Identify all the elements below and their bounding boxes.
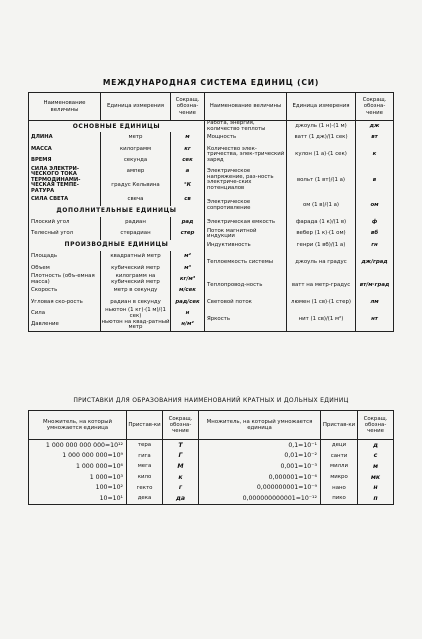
quantity-name-right: Световой поток bbox=[205, 297, 287, 308]
prefix-abbr-right: п bbox=[358, 493, 394, 504]
unit-abbr-right: дж bbox=[356, 121, 394, 133]
quantity-name: Площадь bbox=[29, 251, 101, 262]
unit-name: кубический метр bbox=[101, 263, 171, 274]
prefix-abbr-right: н bbox=[358, 482, 394, 493]
unit-name-right: нит (1 св)/(1 м²) bbox=[287, 308, 356, 331]
unit-name-right: ватт (1 дж)/(1 сек) bbox=[287, 132, 356, 143]
prefix-body bbox=[29, 440, 394, 505]
prefix-row bbox=[29, 482, 394, 493]
header-multiplier-right: Множитель, на который умножается единица bbox=[199, 411, 321, 440]
header-prefix-abbr-right: Сокращ. обозна-чение bbox=[358, 411, 394, 440]
units-row bbox=[29, 167, 394, 178]
quantity-name: СИЛА ЭЛЕКТРИ-ЧЕСКОГО ТОКА bbox=[29, 167, 101, 178]
unit-name-right: фарада (1 к)/(1 в) bbox=[287, 217, 356, 228]
quantity-name: Давление bbox=[29, 320, 101, 332]
header-multiplier: Множитель, на который умножается единица bbox=[29, 411, 127, 440]
units-row bbox=[29, 228, 394, 239]
quantity-name: Скорость bbox=[29, 285, 101, 296]
quantity-name-right: Работа, энергия, количество теплоты bbox=[205, 121, 287, 133]
unit-name: ньютон на квад-ратный метр bbox=[101, 318, 170, 331]
prefix-abbr: г bbox=[163, 482, 199, 493]
unit-abbr-right: вт/м·град bbox=[356, 274, 394, 297]
multiplier: 1 000 000 000 000=10¹² bbox=[29, 440, 127, 451]
prefix-abbr-right: д bbox=[358, 440, 394, 451]
prefix-abbr-right: мк bbox=[358, 472, 394, 483]
unit-name-right: джоуль (1 н)·(1 м) bbox=[287, 121, 356, 133]
quantity-name-right: Индуктивность bbox=[205, 240, 287, 251]
unit-name: килограмм bbox=[101, 144, 171, 155]
header-quantity: Наименование величины bbox=[29, 93, 101, 121]
quantity-name-right: Электрическая емкость bbox=[205, 217, 287, 228]
multiplier-right: 0,000000000001=10⁻¹² bbox=[199, 493, 321, 504]
quantity-name-right: Поток магнитной индукции bbox=[205, 228, 287, 239]
unit-name-right: люмен (1 св)·(1 стер) bbox=[287, 297, 356, 308]
prefix-name-right: санти bbox=[321, 451, 358, 462]
units-row bbox=[29, 217, 394, 228]
quantity-name-right: Теплоемкость системы bbox=[205, 251, 287, 274]
unit-name: стерадиан bbox=[101, 228, 171, 239]
header-prefix: Пристав-ки bbox=[127, 411, 163, 440]
unit-abbr-right: гн bbox=[356, 240, 394, 251]
unit-abbr-right: вт bbox=[356, 132, 394, 143]
section-header: ДОПОЛНИТЕЛЬНЫЕ ЕДИНИЦЫ bbox=[29, 206, 205, 217]
prefixes-title: ПРИСТАВКИ ДЛЯ ОБРАЗОВАНИЯ НАИМЕНОВАНИЙ КРАТНЫХ И ДОЛЬНЫХ ЕДИНИЦ bbox=[73, 397, 349, 404]
unit-abbr: кг bbox=[171, 144, 205, 155]
prefix-name-right: микро bbox=[321, 472, 358, 483]
unit-abbr-right: в bbox=[356, 167, 394, 195]
header-prefix-abbr: Сокращ. обозна-чение bbox=[163, 411, 199, 440]
units-header-row bbox=[29, 93, 394, 121]
prefix-table bbox=[28, 410, 394, 505]
unit-abbr-right: ом bbox=[356, 194, 394, 217]
header-unit: Единица измерения bbox=[101, 93, 171, 121]
quantity-name: Объем bbox=[29, 263, 101, 274]
prefix-name: гекто bbox=[127, 482, 163, 493]
prefix-name-right: милли bbox=[321, 461, 358, 472]
quantity-name-right: Яркость bbox=[205, 308, 287, 331]
quantity-name-right: Мощность bbox=[205, 132, 287, 143]
page-title: МЕЖДУНАРОДНАЯ СИСТЕМА ЕДИНИЦ (СИ) bbox=[102, 78, 320, 87]
prefix-abbr: Г bbox=[163, 451, 199, 462]
prefix-abbr-right: с bbox=[358, 451, 394, 462]
quantity-name: Сила bbox=[29, 308, 101, 319]
multiplier: 100=10² bbox=[29, 482, 127, 493]
prefix-row bbox=[29, 493, 394, 504]
header-unit-right: Единица измерения bbox=[287, 93, 356, 121]
units-row bbox=[29, 274, 394, 285]
quantity-name: Плотность (объ-емная масса) bbox=[29, 274, 101, 285]
prefix-abbr-right: м bbox=[358, 461, 394, 472]
unit-abbr: м bbox=[171, 132, 205, 143]
unit-abbr: кг/м³ bbox=[171, 274, 205, 285]
unit-abbr-right: лм bbox=[356, 297, 394, 308]
prefix-name: мега bbox=[127, 461, 163, 472]
prefix-name: кило bbox=[127, 472, 163, 483]
unit-abbr-right: вб bbox=[356, 228, 394, 239]
multiplier-right: 0,1=10⁻¹ bbox=[199, 440, 321, 451]
unit-abbr: м³ bbox=[171, 263, 205, 274]
unit-abbr: рад/сек bbox=[171, 297, 205, 308]
quantity-name: ДЛИНА bbox=[29, 132, 101, 143]
prefix-abbr: М bbox=[163, 461, 199, 472]
si-units-table bbox=[28, 92, 394, 332]
unit-name: килограмм на кубический метр bbox=[101, 274, 171, 285]
multiplier: 10=10¹ bbox=[29, 493, 127, 504]
unit-abbr: рад bbox=[171, 217, 205, 228]
quantity-name-right: Количество элек-тричества, элек-трический заряд bbox=[205, 144, 287, 167]
quantity-name: Плоский угол bbox=[29, 217, 101, 228]
header-quantity-right: Наименование величины bbox=[205, 93, 287, 121]
unit-abbr: н/м² bbox=[171, 320, 205, 332]
unit-name: ньютон (1 кг)·(1 м)/(1 сек) bbox=[101, 308, 171, 319]
multiplier-right: 0,000001=10⁻⁶ bbox=[199, 472, 321, 483]
prefix-abbr: да bbox=[163, 493, 199, 504]
quantity-name-right: Электрическое сопротивление bbox=[205, 194, 287, 217]
units-row bbox=[29, 194, 394, 205]
unit-name-right: вольт (1 вт)/(1 а) bbox=[287, 167, 356, 195]
header-abbr: Сокращ. обозна-чение bbox=[171, 93, 205, 121]
unit-name-right: вебер (1 к)·(1 ом) bbox=[287, 228, 356, 239]
units-row bbox=[29, 132, 394, 143]
unit-abbr: сек bbox=[171, 155, 205, 166]
quantity-name: Телесный угол bbox=[29, 228, 101, 239]
units-row bbox=[29, 251, 394, 262]
multiplier-right: 0,01=10⁻² bbox=[199, 451, 321, 462]
multiplier: 1 000=10³ bbox=[29, 472, 127, 483]
prefix-row bbox=[29, 451, 394, 462]
unit-abbr: н bbox=[171, 308, 205, 319]
unit-name: радиан bbox=[101, 217, 171, 228]
multiplier-right: 0,001=10⁻³ bbox=[199, 461, 321, 472]
unit-name: радиан в секунду bbox=[101, 297, 171, 308]
unit-abbr: °К bbox=[171, 178, 205, 194]
prefix-name-right: деци bbox=[321, 440, 358, 451]
prefix-name-right: пико bbox=[321, 493, 358, 504]
unit-name-right: джоуль на градус bbox=[287, 251, 356, 274]
unit-name: градус Кельвина bbox=[101, 178, 171, 194]
prefix-header-row bbox=[29, 411, 394, 440]
quantity-name-right: Электрическое напряжение, раз-ность электриче-ских потенциалов bbox=[205, 167, 287, 195]
unit-abbr: стер bbox=[171, 228, 205, 239]
prefix-name: тера bbox=[127, 440, 163, 451]
quantity-name: Угловая ско-рость bbox=[29, 297, 101, 308]
unit-name: ампер bbox=[101, 167, 171, 178]
unit-name: свеча bbox=[101, 194, 171, 205]
unit-abbr-right: к bbox=[356, 144, 394, 167]
units-row bbox=[29, 240, 394, 251]
header-abbr-right: Сокращ. обозна-чение bbox=[356, 93, 394, 121]
multiplier: 1 000 000 000=10⁹ bbox=[29, 451, 127, 462]
prefix-row bbox=[29, 440, 394, 451]
prefix-name-right: нано bbox=[321, 482, 358, 493]
unit-abbr: м/сек bbox=[171, 285, 205, 296]
units-body bbox=[29, 121, 394, 332]
section-header: ПРОИЗВОДНЫЕ ЕДИНИЦЫ bbox=[29, 240, 205, 251]
multiplier-right: 0,000000001=10⁻⁹ bbox=[199, 482, 321, 493]
quantity-name: СИЛА СВЕТА bbox=[29, 194, 101, 205]
unit-name-right: ватт на метр-градус bbox=[287, 274, 356, 297]
prefix-abbr: к bbox=[163, 472, 199, 483]
prefix-abbr: Т bbox=[163, 440, 199, 451]
unit-abbr-right: ф bbox=[356, 217, 394, 228]
units-row bbox=[29, 121, 394, 133]
quantity-name: ТЕРМОДИНАМИ-ЧЕСКАЯ ТЕМПЕ-РАТУРА bbox=[29, 178, 101, 194]
prefix-name: дека bbox=[127, 493, 163, 504]
unit-abbr: а bbox=[171, 167, 205, 178]
unit-name: секунда bbox=[101, 155, 171, 166]
units-row bbox=[29, 308, 394, 319]
units-row bbox=[29, 297, 394, 308]
units-row bbox=[29, 144, 394, 155]
prefix-row bbox=[29, 461, 394, 472]
quantity-name: МАССА bbox=[29, 144, 101, 155]
unit-name-right: генри (1 вб)/(1 а) bbox=[287, 240, 356, 251]
prefix-name: гига bbox=[127, 451, 163, 462]
multiplier: 1 000 000=10⁶ bbox=[29, 461, 127, 472]
quantity-name: ВРЕМЯ bbox=[29, 155, 101, 166]
header-prefix-right: Пристав-ки bbox=[321, 411, 358, 440]
unit-name: метр в секунду bbox=[101, 285, 171, 296]
unit-name-right: ом (1 в)/(1 а) bbox=[287, 194, 356, 217]
unit-abbr: св bbox=[171, 194, 205, 205]
unit-name: квадратный метр bbox=[101, 251, 171, 262]
unit-abbr-right: нт bbox=[356, 308, 394, 331]
quantity-name-right: Теплопровод-ность bbox=[205, 274, 287, 297]
unit-name: метр bbox=[101, 132, 171, 143]
prefix-row bbox=[29, 472, 394, 483]
section-header: ОСНОВНЫЕ ЕДИНИЦЫ bbox=[29, 121, 205, 133]
unit-abbr: м² bbox=[171, 251, 205, 262]
unit-abbr-right: дж/град bbox=[356, 251, 394, 274]
unit-name-right: кулон (1 а)·(1 сек) bbox=[287, 144, 356, 167]
